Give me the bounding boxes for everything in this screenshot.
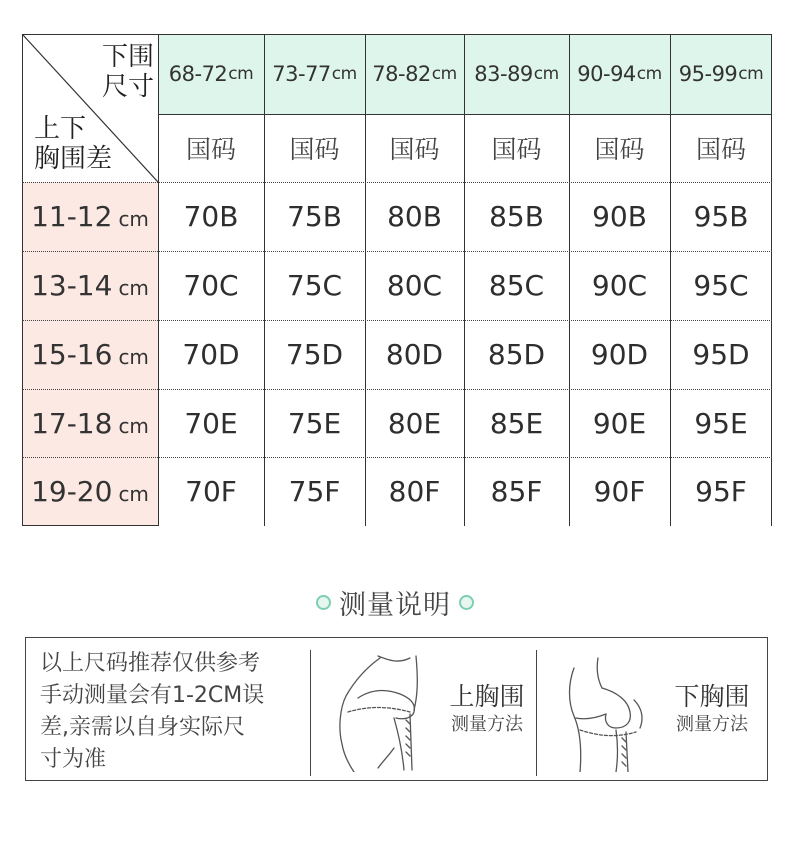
row-divider [22,320,772,321]
column-header [264,34,365,114]
size-cell: 70C [183,269,239,302]
row-label-range: 13-14 [31,269,113,302]
measurement-note [40,648,302,776]
row-divider [22,251,772,252]
header-divider [158,114,772,115]
column-header [670,34,772,114]
size-cell: 90F [593,475,646,508]
upper-bust-label [438,682,536,738]
size-cell: 90C [591,269,648,302]
under-bust-measure-illustration [546,648,666,772]
column-divider [771,34,772,526]
upper-bust-measure-illustration [318,648,438,772]
divider [536,650,537,776]
size-cell: 85C [488,269,545,302]
column-header [365,34,464,114]
column-header-unit: cm [331,64,357,84]
column-header-unit: cm [738,64,764,84]
size-cell: 75D [285,338,344,371]
row-label [22,182,158,251]
section-title-text: 测量说明 [339,589,451,621]
upper-bust-subtitle: 测量方法 [451,714,523,735]
measurement-section-title [0,582,790,622]
table-border-bottom [22,525,158,526]
column-divider [670,34,671,526]
column-header-unit: cm [533,64,559,84]
size-cell: 90E [592,407,647,440]
size-cell: 95E [694,407,748,440]
size-cell: 85D [487,338,546,371]
size-cell: 75E [287,407,342,440]
size-cell: 80B [387,200,442,233]
table-border-top [22,34,772,35]
column-divider [158,34,159,526]
corner-bust-difference-label: 上下 胸围差 [34,114,113,174]
column-divider [264,34,265,526]
note-line: 差,亲需以自身实际尺 [40,715,245,740]
column-header-unit: cm [228,64,254,84]
size-cell: 80C [386,269,443,302]
size-cell: 90B [592,200,647,233]
size-cell: 70F [185,475,237,508]
size-cell: 70B [183,200,239,233]
column-divider [365,34,366,526]
column-header [569,34,670,114]
measurement-instructions-box [25,637,768,781]
column-header-range: 95-99 [678,62,738,86]
size-cell: 80F [388,475,441,508]
size-cell: 75C [286,269,343,302]
column-header-range: 78-82 [372,62,431,86]
column-subheader: 国码 [594,135,645,164]
under-bust-title: 下胸围 [674,682,750,711]
column-header-unit: cm [431,64,457,84]
size-cell: 95F [695,475,747,508]
under-bust-label [662,682,762,738]
size-cell: 80E [387,407,442,440]
circle-bullet-icon [316,595,331,610]
row-label [22,251,158,320]
corner-under-bust-label: 下围 尺寸 [101,42,154,102]
divider [310,650,311,776]
size-cell: 95D [692,338,750,371]
size-cell: 95B [693,200,749,233]
row-label-range: 15-16 [31,338,113,371]
column-header-range: 73-77 [272,62,331,86]
column-subheader: 国码 [389,135,440,164]
column-header [158,34,264,114]
table-corner [22,34,158,182]
column-header-unit: cm [636,64,662,84]
column-header-range: 68-72 [168,62,228,86]
size-cell: 95C [693,269,749,302]
size-cell: 85E [489,407,544,440]
row-label [22,457,158,526]
size-cell: 80D [385,338,444,371]
column-divider [464,34,465,526]
column-subheader: 国码 [289,135,340,164]
row-label-range: 17-18 [31,407,113,440]
column-subheader: 国码 [491,135,542,164]
size-chart-table [22,34,772,526]
column-subheader: 国码 [695,135,746,164]
row-label-range: 11-12 [31,200,113,233]
row-label-range: 19-20 [31,475,113,508]
row-label-unit: cm [118,206,149,231]
column-header-range: 90-94 [577,62,636,86]
row-divider [22,457,772,458]
upper-bust-title: 上胸围 [449,682,525,711]
row-divider [22,182,772,183]
size-cell: 75F [288,475,341,508]
size-cell: 75B [287,200,342,233]
row-divider [22,389,772,390]
size-cell: 90D [590,338,649,371]
note-line: 以上尺码推荐仅供参考 [40,651,261,676]
size-cell: 85F [490,475,543,508]
row-label-unit: cm [118,481,149,506]
row-label-unit: cm [118,413,149,438]
table-border-left [22,34,23,526]
size-cell: 70D [182,338,240,371]
row-label [22,320,158,389]
circle-bullet-icon [459,595,474,610]
column-header-range: 83-89 [474,62,533,86]
size-cell: 85B [489,200,544,233]
row-label [22,389,158,458]
column-subheader: 国码 [185,135,236,164]
note-line: 寸为准 [40,747,107,772]
row-label-unit: cm [118,275,149,300]
under-bust-subtitle: 测量方法 [676,714,748,735]
size-cell: 70E [184,407,238,440]
column-divider [569,34,570,526]
row-label-unit: cm [118,344,149,369]
note-line: 手动测量会有1-2CM误 [40,683,265,708]
column-header [464,34,569,114]
